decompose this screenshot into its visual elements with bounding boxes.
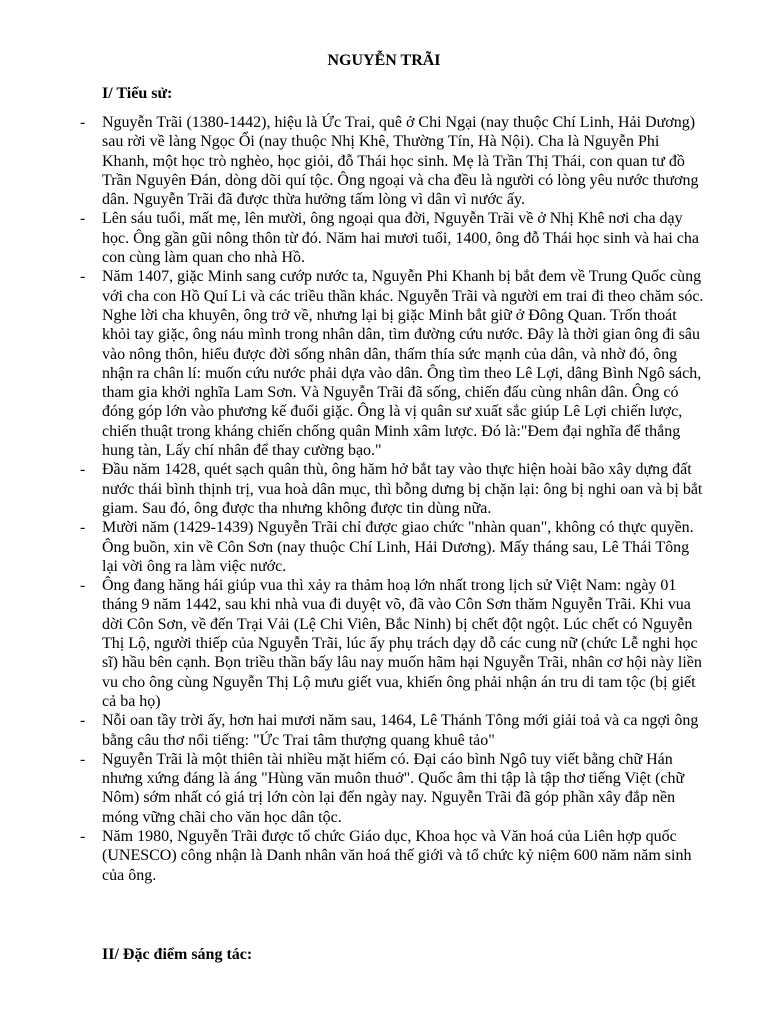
- list-item: [0, 460, 709, 518]
- bullet-dash: -: [80, 519, 86, 537]
- list-item: [0, 827, 709, 885]
- bullet-dash: -: [80, 712, 86, 730]
- list-item-text: Lên sáu tuổi, mất mẹ, lên mười, ông ngoại qua đời, Nguyễn Trãi về ở Nhị Khê nơi cha dạy học. Ông gần gũi nông thôn từ đó. Năm hai mươi tuổi, 1400, ông đỗ Thái học sinh và hai cha con cùng làm quan cho nhà Hồ.: [102, 210, 699, 267]
- bullet-dash: -: [80, 461, 86, 479]
- list-item: [0, 711, 709, 750]
- list-item: [0, 113, 709, 209]
- list-item: [0, 267, 709, 460]
- list-item-text: Năm 1980, Nguyễn Trãi được tổ chức Giáo dục, Khoa học và Văn hoá của Liên hợp quốc (UNESCO) công nhận là Danh nhân văn hoá thế giới và tổ chức kỷ niệm 600 năm năm sinh của ông.: [102, 827, 692, 884]
- list-item: [0, 576, 709, 711]
- list-item-text: Đầu năm 1428, quét sạch quân thù, ông hăm hở bắt tay vào thực hiện hoài bão xây dựng đất nước thái bình thịnh trị, vua hoà dân mục, thì bỗng dưng bị chặn lại: ông bị nghi oan và bị bắt giam. Sau đó, ông được tha nhưng không được tin dùng nữa.: [102, 461, 703, 517]
- list-item-text: Mười năm (1429-1439) Nguyễn Trãi chỉ được giao chức "nhàn quan", không có thực quyền. Ông buồn, xin về Côn Sơn (nay thuộc Chí Linh, Hải Dương). Mấy tháng sau, Lê Thái Tông lại vời ông ra làm việc nước.: [102, 519, 694, 575]
- bullet-dash: -: [80, 114, 86, 131]
- biography-list: [0, 113, 768, 885]
- list-item-text: Ông đang hăng hái giúp vua thì xảy ra thảm hoạ lớn nhất trong lịch sử Việt Nam: ngày 01 tháng 9 năm 1442, sau khi nhà vua đi duyệt võ, đã vào Côn Sơn thăm Nguyễn Trãi. Khi vua dời Côn Sơn, về đến Trại Vải (Lệ Chi Viên, Bắc Ninh) bị chết đột ngột. Lúc chết có Nguyễn Thị Lộ, người thiếp của Nguyễn Trãi, lúc ấy phụ trách dạy dỗ các cung nữ (chức Lễ nghi học sĩ) hầu bên cạnh. Bọn triều thần bấy lâu nay muốn hãm hại Nguyễn Trãi, nhân cơ hội này liền vu cho ông cùng Nguyễn Thị Lộ mưu giết vua, khiến ông phải nhận án tru di tam tộc (bị giết cả ba họ): [102, 577, 702, 710]
- bullet-dash: -: [80, 577, 86, 595]
- list-item-text: Nguyễn Trãi là một thiên tài nhiều mặt hiếm có. Đại cáo bình Ngô tuy viết bằng chữ Hán nhưng xứng đáng là áng "Hùng văn muôn thuở". Quốc âm thi tập là tập thơ tiếng Việt (chữ Nôm) sớm nhất có giá trị lớn còn lại đến ngày nay. Nguyễn Trãi đã góp phần xây đắp nền móng vững chãi cho văn học dân tộc.: [102, 750, 685, 826]
- bullet-dash: -: [80, 827, 86, 845]
- section-heading-biography: I/ Tiểu sử:: [102, 85, 173, 102]
- list-item-text: Năm 1407, giặc Minh sang cướp nước ta, Nguyễn Phi Khanh bị bắt đem về Trung Quốc cùng với cha con Hồ Quí Li và các triều thần khác. Nguyễn Trãi và người em trai đi theo chăm sóc. Nghe lời cha khuyên, ông trở về, nhưng lại bị giặc Minh bắt giữ ở Đông Quan. Trốn thoát khỏi tay giặc, ông náu mình trong nhân dân, tìm đường cứu nước. Đây là thời gian ông đi sâu vào nông thôn, hiểu được đời sống nhân dân, thấm thía sức mạnh của dân, và nhờ đó, ông nhận ra chân lí: muốn cứu nước phải dựa vào dân. Ông tìm theo Lê Lợi, dâng Bình Ngô sách, tham gia khởi nghĩa Lam Sơn. Và Nguyễn Trãi đã sống, chiến đấu cùng nhân dân. Ông có đóng góp lớn vào phương kế đuổi giặc. Ông là vị quân sư xuất sắc giúp Lê Lợi chiến lược, chiến thuật trong kháng chiến chống quân Minh xâm lược. Đó là:"Đem đại nghĩa để thắng hung tàn, Lấy chí nhân để thay cường bạo.": [102, 268, 704, 460]
- list-item: [0, 518, 709, 576]
- bullet-dash: -: [80, 268, 86, 286]
- bullet-dash: -: [80, 750, 86, 768]
- list-item-text: Nguyễn Trãi (1380-1442), hiệu là Ức Trai, quê ở Chi Ngại (nay thuộc Chí Linh, Hải Dương) sau rời về làng Ngọc Ổi (nay thuộc Nhị Khê, Thường Tín, Hà Nội). Cha là Nguyễn Phi Khanh, một học trò nghèo, học giỏi, đỗ Thái học sinh. Mẹ là Trần Thị Thái, con quan tư đồ Trần Nguyên Đán, dòng dõi quí tộc. Ông ngoại và cha đều là người có lòng yêu nước thương dân. Nguyễn Trãi đã được thừa hưởng tấm lòng vì dân vì nước ấy.: [102, 114, 699, 209]
- section-heading-characteristics: II/ Đặc điểm sáng tác:: [102, 946, 253, 963]
- list-item-text: Nỗi oan tầy trời ấy, hơn hai mươi năm sau, 1464, Lê Thánh Tông mới giải toả và ca ngợi ông bằng câu thơ nổi tiếng: "Ức Trai tâm thượng quang khuê tảo": [102, 712, 699, 749]
- bullet-dash: -: [80, 210, 86, 228]
- list-item: [0, 209, 709, 267]
- document-title: NGUYỄN TRÃI: [327, 52, 441, 69]
- list-item: [0, 750, 709, 827]
